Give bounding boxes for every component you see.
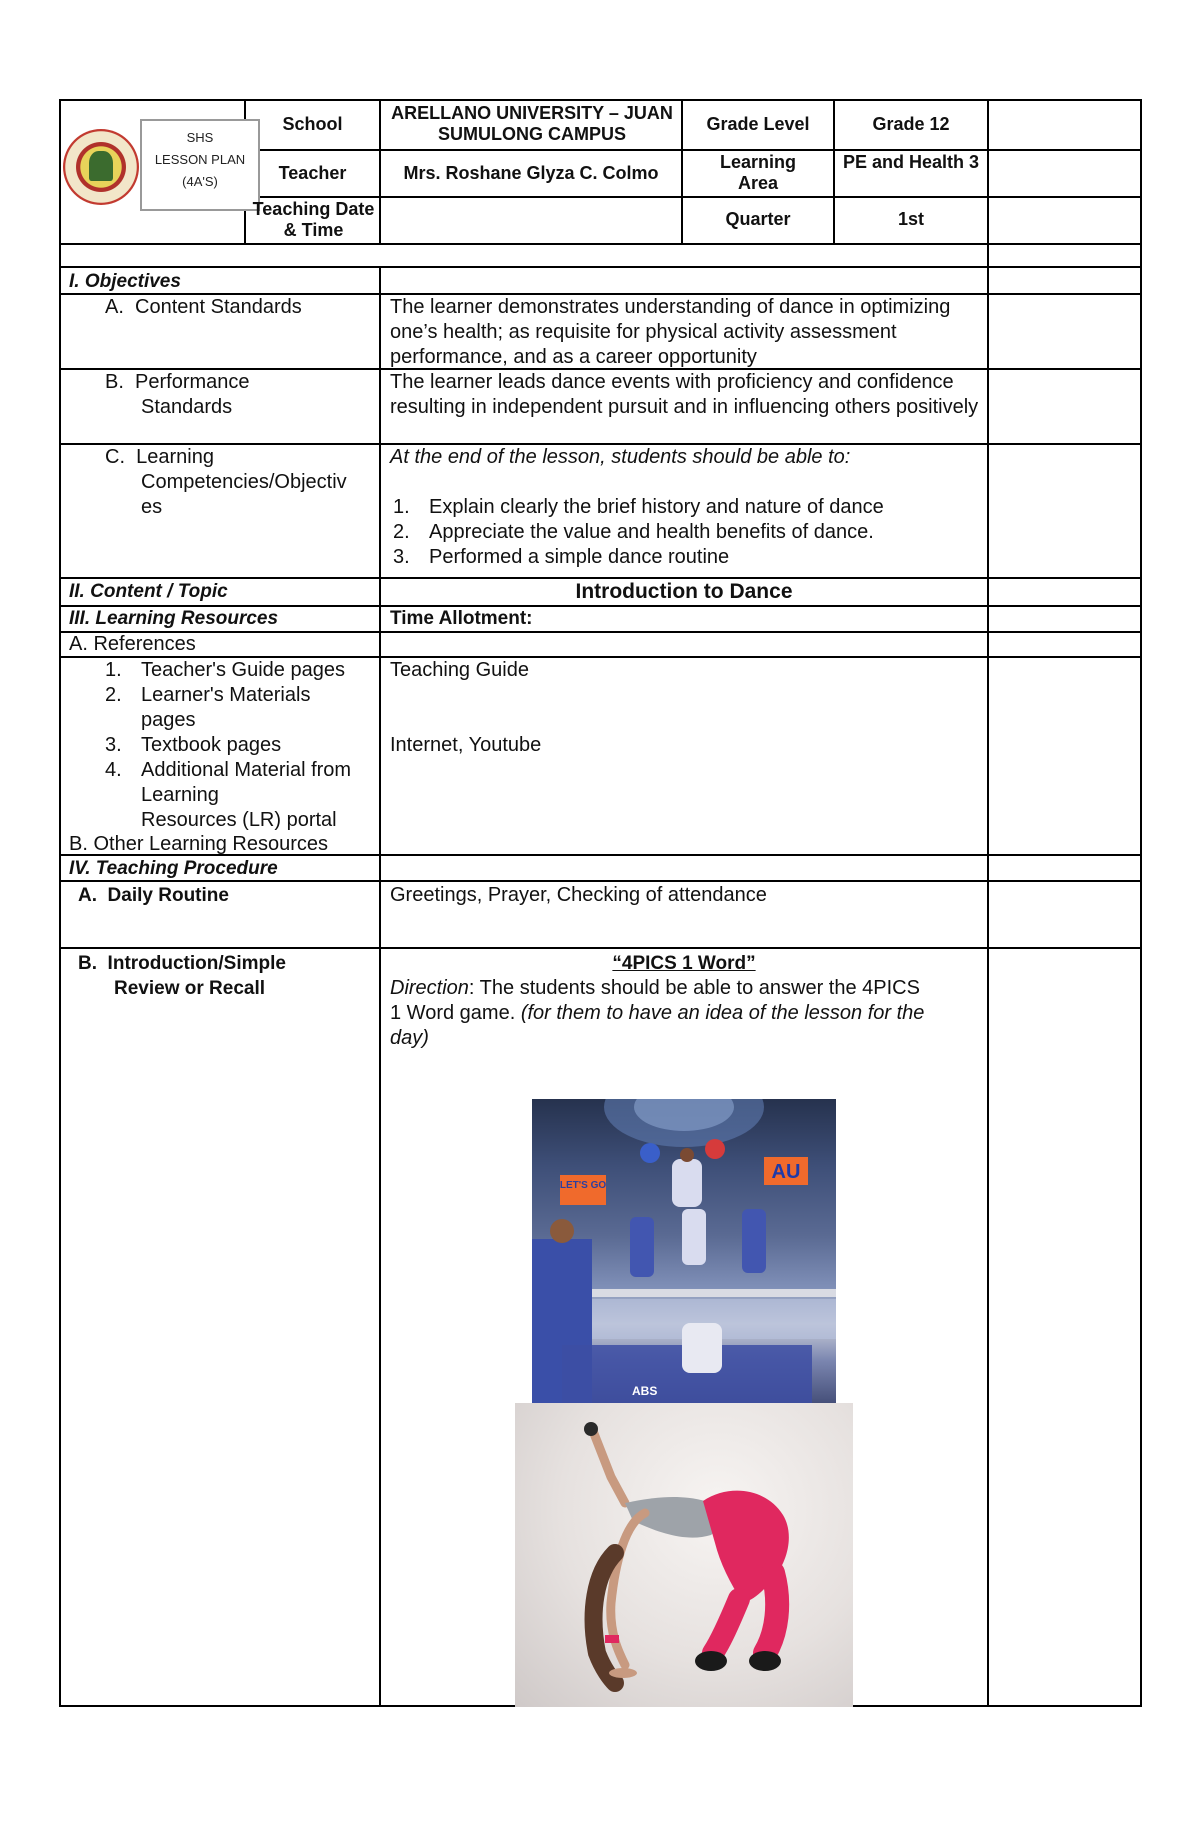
content-standards-label: A. Content Standards — [105, 296, 302, 318]
rule — [59, 631, 1142, 633]
quarter-value: 1st — [897, 209, 924, 229]
content-topic-heading: II. Content / Topic — [69, 581, 228, 602]
other-resources-label: B. Other Learning Resources — [69, 833, 329, 855]
university-seal-icon — [63, 129, 139, 205]
school-label: School — [282, 114, 343, 134]
list-item-cont: pages — [141, 709, 196, 731]
list-item: 3. Textbook pages — [105, 734, 282, 756]
direction-line: Direction: The students should be able to answer the 4PICS — [390, 977, 920, 999]
daily-routine-value: Greetings, Prayer, Checking of attendance — [390, 884, 767, 906]
learning-area-value: PE and Health 3 — [842, 152, 980, 172]
rule — [59, 243, 1142, 245]
introduction-label-cont: Review or Recall — [114, 978, 266, 999]
list-item: 3. Performed a simple dance routine — [393, 546, 730, 568]
performance-standards-label-cont: Standards — [141, 396, 233, 418]
time-allotment: Time Allotment: — [390, 608, 533, 629]
teaching-procedure-heading: IV. Teaching Procedure — [69, 858, 278, 879]
dancer-photo — [515, 1403, 853, 1707]
lesson-plan-table — [59, 99, 1142, 1707]
rule — [987, 99, 989, 1707]
rule — [59, 99, 244, 101]
teacher-value: Mrs. Roshane Glyza C. Colmo — [403, 163, 659, 183]
list-item-cont: Resources (LR) portal — [141, 809, 337, 831]
textbook-value: Internet, Youtube — [390, 734, 542, 756]
list-item: 2. Learner's Materials — [105, 684, 311, 706]
sign-text: LET'S GO — [559, 1180, 607, 1191]
lesson-plan-stamp: SHS LESSON PLAN (4A'S) — [140, 119, 260, 211]
competencies-label-cont: es — [141, 496, 163, 518]
quarter-label: Quarter — [725, 209, 791, 229]
school-value: ARELLANO UNIVERSITY – JUAN SUMULONG CAMPUS — [391, 103, 673, 144]
grade-level-label: Grade Level — [706, 114, 810, 134]
list-item-cont: Learning — [141, 784, 219, 806]
rule — [1140, 99, 1142, 1707]
rule — [379, 266, 381, 1707]
competencies-intro: At the end of the lesson, students should be able to: — [390, 446, 851, 468]
introduction-label: B. Introduction/Simple — [78, 953, 286, 974]
learning-resources-heading: III. Learning Resources — [69, 608, 279, 629]
competencies-label-cont: Competencies/Objectiv — [141, 471, 347, 493]
list-item: 1. Explain clearly the brief history and nature of dance — [393, 496, 884, 518]
banner-text: ABS — [632, 1384, 658, 1398]
rule — [59, 266, 1142, 268]
performance-standards-label: B. Performance — [105, 371, 250, 393]
content-standards-text: The learner demonstrates understanding of dance in optimizing one’s health; as requisite for physical activity assessment performance, and as a career opportunity — [390, 296, 951, 368]
grade-level-value: Grade 12 — [872, 114, 950, 134]
list-item: 4. Additional Material from — [105, 759, 352, 781]
objectives-heading: I. Objectives — [69, 271, 181, 292]
teaching-guide-value: Teaching Guide — [390, 659, 529, 681]
learning-area-label: Learning Area — [719, 152, 796, 193]
competencies-label: C. Learning — [105, 446, 214, 468]
cheerleaders-illustration — [532, 1099, 836, 1403]
list-item: 2. Appreciate the value and health benefits of dance. — [393, 521, 874, 543]
list-item: 1. Teacher's Guide pages — [105, 659, 345, 681]
performance-standards-text: The learner leads dance events with proficiency and confidence resulting in independent pursuit and in influencing others positively — [390, 371, 979, 418]
rule — [59, 947, 1142, 949]
direction-line: day) — [390, 1027, 429, 1049]
direction-line: 1 Word game. (for them to have an idea of the lesson for the — [390, 1002, 925, 1024]
references-label: A. References — [69, 633, 196, 655]
content-topic-value: Introduction to Dance — [575, 580, 793, 603]
rule — [59, 99, 61, 1707]
dancer-illustration — [515, 1403, 853, 1707]
teacher-label: Teacher — [278, 163, 347, 183]
teaching-date-label: Teaching Date & Time — [252, 199, 375, 240]
game-title: “4PICS 1 Word” — [612, 953, 756, 974]
cheerleaders-photo — [532, 1099, 836, 1403]
sign-text: AU — [771, 1161, 801, 1183]
daily-routine-label: A. Daily Routine — [78, 885, 229, 906]
